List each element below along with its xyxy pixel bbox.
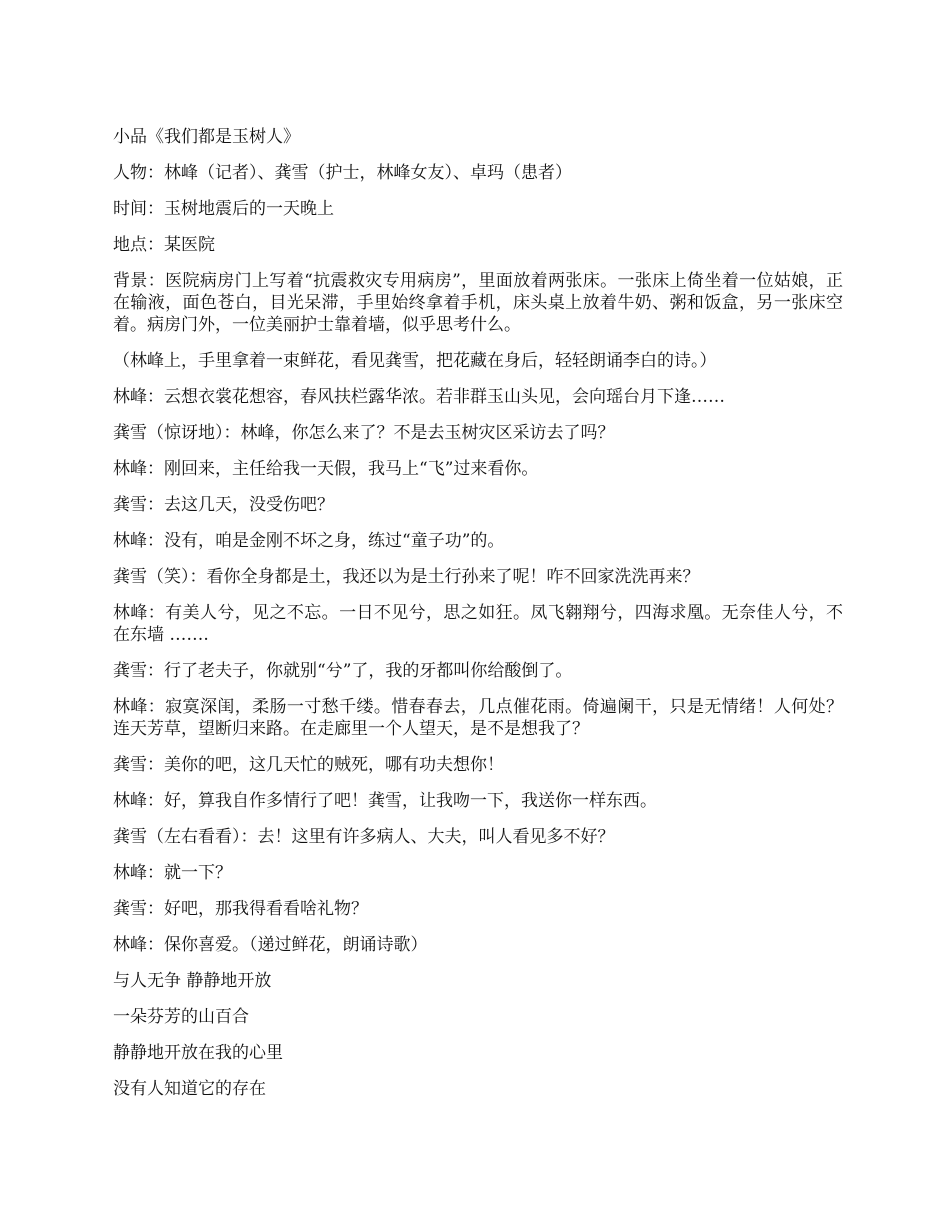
- dialogue-line: 林峰：寂寞深闺，柔肠一寸愁千缕。惜春春去，几点催花雨。倚遍阑干，只是无情绪！人何处？连天芳草，望断归来路。在走廊里一个人望天，是不是想我了？: [113, 697, 843, 739]
- dialogue-line: 林峰：刚回来，主任给我一天假，我马上“飞”过来看你。: [113, 459, 539, 479]
- characters-line: 人物：林峰（记者）、龚雪（护士，林峰女友）、卓玛（患者）: [113, 163, 572, 183]
- poem-line: 静静地开放在我的心里: [113, 1043, 283, 1063]
- dialogue-line: 龚雪：行了老夫子，你就别“兮”了，我的牙都叫你给酸倒了。: [113, 661, 573, 681]
- doc-title: 小品《我们都是玉树人》: [113, 127, 300, 147]
- dialogue-line: 龚雪（惊讶地）：林峰，你怎么来了？不是去玉树灾区采访去了吗？: [113, 423, 615, 443]
- dialogue-line: 林峰：保你喜爱。（递过鲜花，朗诵诗歌）: [113, 935, 428, 955]
- stage-direction: （林峰上，手里拿着一束鲜花，看见龚雪，把花藏在身后，轻轻朗诵李白的诗。）: [113, 351, 717, 371]
- location-line: 地点：某医院: [113, 235, 215, 255]
- dialogue-line: 林峰：云想衣裳花想容，春风扶栏露华浓。若非群玉山头见，会向瑶台月下逢……: [113, 387, 725, 407]
- dialogue-line: 龚雪：美你的吧，这几天忙的贼死，哪有功夫想你！: [113, 755, 504, 775]
- dialogue-line: 林峰：就一下？: [113, 863, 232, 883]
- dialogue-line: 龚雪（笑）：看你全身都是土，我还以为是土行孙来了呢！咋不回家洗洗再来？: [113, 567, 700, 587]
- poem-line: 一朵芬芳的山百合: [113, 1007, 249, 1027]
- poem-line: 与人无争 静静地开放: [113, 971, 272, 991]
- dialogue-line: 龚雪：好吧，那我得看看啥礼物？: [113, 899, 368, 919]
- dialogue-line: 林峰：好，算我自作多情行了吧！龚雪，让我吻一下，我送你一样东西。: [113, 791, 657, 811]
- dialogue-line: 龚雪（左右看看）：去！这里有许多病人、大夫，叫人看见多不好？: [113, 827, 615, 847]
- poem-line: 没有人知道它的存在: [113, 1079, 266, 1099]
- dialogue-line: 林峰：没有，咱是金刚不坏之身，练过“童子功”的。: [113, 531, 505, 551]
- dialogue-line: 龚雪：去这几天，没受伤吧？: [113, 495, 334, 515]
- document-body: [113, 126, 843, 1114]
- dialogue-line: 林峰：有美人兮，见之不忘。一日不见兮，思之如狂。凤飞翱翔兮，四海求凰。无奈佳人兮，不在东墙 …….: [113, 603, 843, 645]
- background-paragraph: 背景：医院病房门上写着“抗震救灾专用病房”，里面放着两张床。一张床上倚坐着一位姑娘，正在输液，面色苍白，目光呆滞，手里始终拿着手机，床头桌上放着牛奶、粥和饭盒，另一张床空着。病房门外，一位美丽护士靠着墙，似乎思考什么。: [113, 271, 843, 335]
- time-line: 时间：玉树地震后的一天晚上: [113, 199, 334, 219]
